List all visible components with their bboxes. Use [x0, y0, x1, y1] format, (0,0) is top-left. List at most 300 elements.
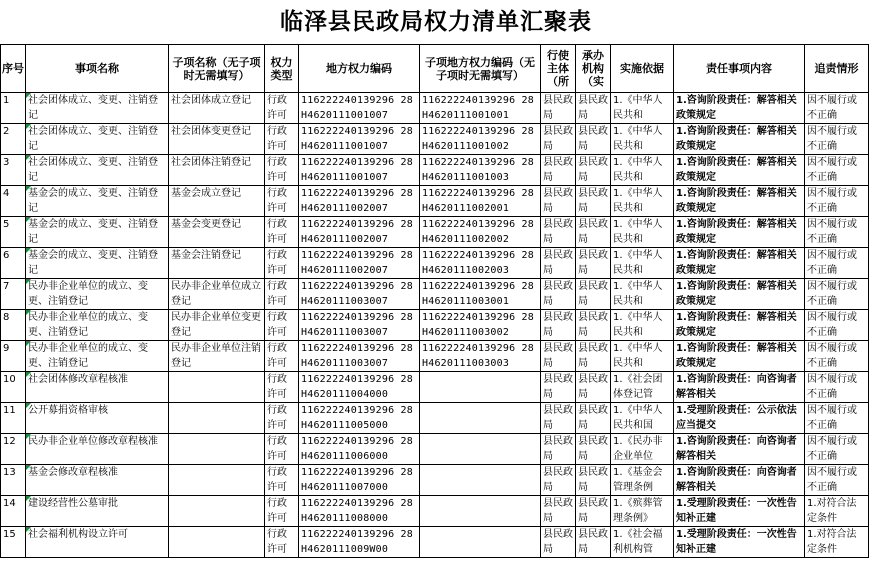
item-name-cell-text: 民办非企业单位的成立、变更、注销登记 — [28, 281, 148, 307]
duty-cell — [674, 527, 805, 558]
power-type-cell — [265, 310, 299, 341]
basis-cell — [611, 372, 674, 403]
power-code-cell-text: 116222240139296 28H4620111009W00 — [301, 529, 413, 555]
item-name-cell — [26, 341, 169, 372]
power-code-cell — [299, 434, 420, 465]
org-cell — [576, 279, 611, 310]
seq-cell-text: 2 — [3, 126, 10, 137]
duty-cell — [674, 465, 805, 496]
col-header-basis: 实施依据 — [611, 45, 674, 93]
power-type-cell — [265, 341, 299, 372]
basis-cell — [611, 341, 674, 372]
basis-cell — [611, 186, 674, 217]
power-type-cell-text: 行政许可 — [267, 343, 287, 369]
cell-comment-marker-icon — [26, 217, 31, 222]
power-type-cell-text: 行政许可 — [267, 250, 287, 276]
sub-power-code-cell — [420, 186, 541, 217]
duty-cell-text: 1.咨询阶段责任：解答相关政策规定 — [676, 126, 797, 152]
power-code-cell-text: 116222240139296 28H4620111007000 — [301, 467, 413, 493]
cell-comment-marker-icon — [26, 186, 31, 191]
table-row — [1, 372, 869, 403]
blame-cell — [805, 372, 869, 403]
duty-cell — [674, 155, 805, 186]
sub-power-code-cell-text: 116222240139296 28H4620111001003 — [422, 157, 534, 183]
subject-cell-text: 县民政局 — [543, 529, 573, 555]
duty-cell — [674, 403, 805, 434]
duty-cell-text: 1.咨询阶段责任：解答相关政策规定 — [676, 188, 797, 214]
duty-cell-text: 1.咨询阶段责任：解答相关政策规定 — [676, 250, 797, 276]
sub-power-code-cell — [420, 341, 541, 372]
item-name-cell — [26, 372, 169, 403]
basis-cell — [611, 465, 674, 496]
subject-cell — [541, 217, 576, 248]
item-name-cell — [26, 496, 169, 527]
power-code-cell-text: 116222240139296 28H4620111002007 — [301, 188, 413, 214]
power-code-cell-text: 116222240139296 28H4620111005000 — [301, 405, 413, 431]
item-name-cell-text: 公开募捐资格审核 — [28, 405, 108, 416]
power-code-cell — [299, 124, 420, 155]
power-type-cell-text: 行政许可 — [267, 157, 287, 183]
sub-item-cell — [169, 186, 265, 217]
item-name-cell-text: 民办非企业单位的成立、变更、注销登记 — [28, 312, 148, 338]
sub-item-cell — [169, 403, 265, 434]
seq-cell-text: 3 — [3, 157, 10, 168]
power-list-table — [0, 44, 869, 558]
item-name-cell — [26, 403, 169, 434]
org-cell-text: 县民政局 — [578, 250, 608, 276]
blame-cell — [805, 248, 869, 279]
cell-comment-marker-icon — [26, 372, 31, 377]
sub-power-code-cell — [420, 527, 541, 558]
table-row — [1, 465, 869, 496]
item-name-cell-text: 社会团体成立、变更、注销登记 — [28, 157, 158, 183]
seq-cell-text: 8 — [3, 312, 10, 323]
blame-cell-text: 因不履行或不正确 — [807, 250, 857, 276]
sub-power-code-cell-text: 116222240139296 28H4620111002002 — [422, 219, 534, 245]
sub-power-code-cell — [420, 372, 541, 403]
org-cell — [576, 186, 611, 217]
col-header-subject: 行使主体（所 — [541, 45, 576, 93]
col-header-sub: 子项名称（无子项时无需填写） — [169, 45, 265, 93]
cell-comment-marker-icon — [26, 341, 31, 346]
header-row — [1, 45, 869, 93]
seq-cell-text: 12 — [3, 436, 16, 447]
seq-cell — [1, 186, 26, 217]
sub-item-cell — [169, 310, 265, 341]
org-cell — [576, 341, 611, 372]
power-code-cell — [299, 372, 420, 403]
power-code-cell — [299, 186, 420, 217]
org-cell — [576, 310, 611, 341]
basis-cell-text: 1.《中华人民共和 — [613, 157, 663, 183]
sub-power-code-cell-text: 116222240139296 28H4620111003001 — [422, 281, 534, 307]
subject-cell-text: 县民政局 — [543, 343, 573, 369]
basis-cell — [611, 124, 674, 155]
seq-cell-text: 14 — [3, 498, 16, 509]
blame-cell-text: 因不履行或不正确 — [807, 374, 857, 400]
org-cell — [576, 248, 611, 279]
sub-power-code-cell — [420, 403, 541, 434]
subject-cell-text: 县民政局 — [543, 126, 573, 152]
item-name-cell — [26, 248, 169, 279]
seq-cell-text: 9 — [3, 343, 10, 354]
blame-cell — [805, 310, 869, 341]
org-cell — [576, 527, 611, 558]
subject-cell-text: 县民政局 — [543, 219, 573, 245]
sub-item-cell — [169, 434, 265, 465]
basis-cell-text: 1.《中华人民共和 — [613, 95, 663, 121]
duty-cell-text: 1.受理阶段责任：一次性告知补正建 — [676, 498, 797, 524]
col-header-code: 地方权力编码 — [299, 45, 420, 93]
power-type-cell — [265, 217, 299, 248]
power-code-cell — [299, 465, 420, 496]
org-cell-text: 县民政局 — [578, 281, 608, 307]
table-row — [1, 310, 869, 341]
page-title: 临泽县民政局权力清单汇聚表 — [280, 9, 592, 35]
duty-cell-text: 1.咨询阶段责任：解答相关政策规定 — [676, 219, 797, 245]
org-cell — [576, 434, 611, 465]
seq-cell — [1, 248, 26, 279]
cell-comment-marker-icon — [26, 496, 31, 501]
power-type-cell-text: 行政许可 — [267, 126, 287, 152]
subject-cell — [541, 372, 576, 403]
table-row — [1, 217, 869, 248]
seq-cell-text: 6 — [3, 250, 10, 261]
subject-cell-text: 县民政局 — [543, 250, 573, 276]
blame-cell-text: 因不履行或不正确 — [807, 126, 857, 152]
power-code-cell — [299, 217, 420, 248]
power-type-cell — [265, 93, 299, 124]
item-name-cell — [26, 186, 169, 217]
subject-cell — [541, 434, 576, 465]
basis-cell-text: 1.《中华人民共和 — [613, 250, 663, 276]
item-name-cell — [26, 124, 169, 155]
seq-cell — [1, 465, 26, 496]
sub-item-cell-text: 民办非企业单位成立登记 — [171, 281, 261, 307]
subject-cell-text: 县民政局 — [543, 374, 573, 400]
cell-comment-marker-icon — [26, 124, 31, 129]
subject-cell-text: 县民政局 — [543, 95, 573, 121]
sub-power-code-cell — [420, 124, 541, 155]
col-header-name: 事项名称 — [26, 45, 169, 93]
item-name-cell-text: 基金会的成立、变更、注销登记 — [28, 219, 158, 245]
item-name-cell — [26, 310, 169, 341]
seq-cell — [1, 403, 26, 434]
blame-cell-text: 因不履行或不正确 — [807, 467, 857, 493]
seq-cell-text: 11 — [3, 405, 16, 416]
power-type-cell — [265, 527, 299, 558]
org-cell — [576, 217, 611, 248]
blame-cell-text: 1.对符合法定条件 — [807, 498, 857, 524]
sub-power-code-cell — [420, 310, 541, 341]
seq-cell — [1, 496, 26, 527]
duty-cell — [674, 496, 805, 527]
duty-cell — [674, 217, 805, 248]
cell-comment-marker-icon — [26, 527, 31, 532]
duty-cell-text: 1.咨询阶段责任：解答相关政策规定 — [676, 95, 797, 121]
subject-cell — [541, 248, 576, 279]
org-cell-text: 县民政局 — [578, 405, 608, 431]
col-header-duty: 责任事项内容 — [674, 45, 805, 93]
item-name-cell-text: 民办非企业单位的成立、变更、注销登记 — [28, 343, 148, 369]
sub-power-code-cell — [420, 434, 541, 465]
col-header-org: 承办机构（实 — [576, 45, 611, 93]
duty-cell-text: 1.咨询阶段责任：解答相关政策规定 — [676, 343, 797, 369]
blame-cell-text: 因不履行或不正确 — [807, 95, 857, 121]
seq-cell — [1, 217, 26, 248]
basis-cell-text: 1.《民办非企业单位 — [613, 436, 663, 462]
sub-item-cell — [169, 248, 265, 279]
item-name-cell-text: 社会团体成立、变更、注销登记 — [28, 126, 158, 152]
seq-cell — [1, 434, 26, 465]
sub-item-cell — [169, 124, 265, 155]
sub-item-cell — [169, 341, 265, 372]
subject-cell-text: 县民政局 — [543, 498, 573, 524]
org-cell-text: 县民政局 — [578, 219, 608, 245]
sub-power-code-cell — [420, 155, 541, 186]
power-code-cell-text: 116222240139296 28H4620111002007 — [301, 219, 413, 245]
subject-cell — [541, 341, 576, 372]
subject-cell-text: 县民政局 — [543, 188, 573, 214]
col-header-type: 权力类型 — [265, 45, 299, 93]
basis-cell — [611, 279, 674, 310]
sub-power-code-cell — [420, 217, 541, 248]
duty-cell-text: 1.受理阶段责任：一次性告知补正建 — [676, 529, 797, 555]
table-body — [1, 93, 869, 558]
item-name-cell — [26, 217, 169, 248]
power-code-cell — [299, 279, 420, 310]
subject-cell — [541, 465, 576, 496]
item-name-cell-text: 建设经营性公墓审批 — [28, 498, 118, 509]
subject-cell — [541, 279, 576, 310]
power-type-cell — [265, 248, 299, 279]
power-code-cell-text: 116222240139296 28H4620111001007 — [301, 157, 413, 183]
power-code-cell — [299, 155, 420, 186]
subject-cell-text: 县民政局 — [543, 436, 573, 462]
sub-item-cell-text: 民办非企业单位变更登记 — [171, 312, 261, 338]
blame-cell — [805, 434, 869, 465]
sub-item-cell — [169, 279, 265, 310]
basis-cell-text: 1.《中华人民共和 — [613, 312, 663, 338]
table-row — [1, 527, 869, 558]
org-cell — [576, 372, 611, 403]
sub-item-cell — [169, 217, 265, 248]
power-code-cell-text: 116222240139296 28H4620111008000 — [301, 498, 413, 524]
sub-power-code-cell — [420, 279, 541, 310]
duty-cell-text: 1.咨询阶段责任：向咨询者解答相关 — [676, 467, 797, 493]
duty-cell-text: 1.咨询阶段责任：解答相关政策规定 — [676, 157, 797, 183]
duty-cell — [674, 310, 805, 341]
item-name-cell — [26, 279, 169, 310]
subject-cell — [541, 124, 576, 155]
basis-cell-text: 1.《社会团体登记管 — [613, 374, 663, 400]
blame-cell-text: 因不履行或不正确 — [807, 405, 857, 431]
blame-cell-text: 因不履行或不正确 — [807, 188, 857, 214]
blame-cell — [805, 155, 869, 186]
org-cell-text: 县民政局 — [578, 312, 608, 338]
duty-cell — [674, 124, 805, 155]
sub-power-code-cell — [420, 248, 541, 279]
item-name-cell — [26, 434, 169, 465]
blame-cell — [805, 465, 869, 496]
power-type-cell-text: 行政许可 — [267, 405, 287, 431]
org-cell-text: 县民政局 — [578, 436, 608, 462]
subject-cell-text: 县民政局 — [543, 157, 573, 183]
seq-cell — [1, 155, 26, 186]
basis-cell — [611, 527, 674, 558]
item-name-cell-text: 社会福利机构设立许可 — [28, 529, 128, 540]
sub-item-cell — [169, 465, 265, 496]
subject-cell — [541, 310, 576, 341]
item-name-cell — [26, 93, 169, 124]
org-cell-text: 县民政局 — [578, 95, 608, 121]
item-name-cell-text: 社会团体修改章程核准 — [28, 374, 128, 385]
blame-cell — [805, 403, 869, 434]
subject-cell — [541, 186, 576, 217]
blame-cell-text: 因不履行或不正确 — [807, 312, 857, 338]
basis-cell — [611, 155, 674, 186]
basis-cell — [611, 217, 674, 248]
basis-cell — [611, 248, 674, 279]
basis-cell — [611, 434, 674, 465]
power-type-cell — [265, 372, 299, 403]
table-row — [1, 496, 869, 527]
table-row — [1, 124, 869, 155]
item-name-cell — [26, 465, 169, 496]
power-code-cell — [299, 310, 420, 341]
sub-power-code-cell-text: 116222240139296 28H4620111003002 — [422, 312, 534, 338]
duty-cell-text: 1.咨询阶段责任：向咨询者解答相关 — [676, 436, 797, 462]
cell-comment-marker-icon — [26, 465, 31, 470]
blame-cell-text: 1.对符合法定条件 — [807, 529, 857, 555]
org-cell — [576, 496, 611, 527]
seq-cell-text: 10 — [3, 374, 16, 385]
sub-item-cell-text: 社会团体注销登记 — [171, 157, 251, 168]
org-cell-text: 县民政局 — [578, 343, 608, 369]
org-cell-text: 县民政局 — [578, 126, 608, 152]
blame-cell — [805, 217, 869, 248]
sub-power-code-cell — [420, 93, 541, 124]
seq-cell-text: 5 — [3, 219, 10, 230]
power-code-cell-text: 116222240139296 28H4620111004000 — [301, 374, 413, 400]
seq-cell — [1, 310, 26, 341]
duty-cell — [674, 279, 805, 310]
blame-cell — [805, 93, 869, 124]
sub-item-cell — [169, 93, 265, 124]
org-cell-text: 县民政局 — [578, 498, 608, 524]
power-code-cell — [299, 248, 420, 279]
power-code-cell — [299, 341, 420, 372]
subject-cell — [541, 527, 576, 558]
duty-cell — [674, 341, 805, 372]
basis-cell-text: 1.《基金会管理条例 — [613, 467, 663, 493]
power-code-cell-text: 116222240139296 28H4620111006000 — [301, 436, 413, 462]
duty-cell-text: 1.受理阶段责任：公示依法应当提交 — [676, 405, 797, 431]
basis-cell-text: 1.《社会福利机构管 — [613, 529, 663, 555]
sub-item-cell — [169, 155, 265, 186]
subject-cell-text: 县民政局 — [543, 281, 573, 307]
blame-cell — [805, 341, 869, 372]
basis-cell-text: 1.《中华人民共和 — [613, 188, 663, 214]
duty-cell — [674, 93, 805, 124]
duty-cell-text: 1.咨询阶段责任：解答相关政策规定 — [676, 312, 797, 338]
power-type-cell-text: 行政许可 — [267, 498, 287, 524]
cell-comment-marker-icon — [26, 310, 31, 315]
org-cell-text: 县民政局 — [578, 374, 608, 400]
sub-item-cell-text: 社会团体成立登记 — [171, 95, 251, 106]
duty-cell — [674, 434, 805, 465]
cell-comment-marker-icon — [26, 248, 31, 253]
seq-cell-text: 15 — [3, 529, 16, 540]
sub-power-code-cell-text: 116222240139296 28H4620111002003 — [422, 250, 534, 276]
power-type-cell-text: 行政许可 — [267, 467, 287, 493]
power-type-cell-text: 行政许可 — [267, 436, 287, 462]
cell-comment-marker-icon — [26, 155, 31, 160]
org-cell-text: 县民政局 — [578, 529, 608, 555]
table-row — [1, 93, 869, 124]
table-row — [1, 155, 869, 186]
power-type-cell — [265, 279, 299, 310]
power-type-cell-text: 行政许可 — [267, 374, 287, 400]
org-cell — [576, 403, 611, 434]
power-code-cell — [299, 527, 420, 558]
blame-cell — [805, 124, 869, 155]
org-cell — [576, 465, 611, 496]
table-row — [1, 279, 869, 310]
sub-power-code-cell-text: 116222240139296 28H4620111002001 — [422, 188, 534, 214]
seq-cell-text: 13 — [3, 467, 16, 478]
power-code-cell-text: 116222240139296 28H4620111003007 — [301, 281, 413, 307]
table-row — [1, 186, 869, 217]
item-name-cell-text: 基金会的成立、变更、注销登记 — [28, 188, 158, 214]
power-type-cell — [265, 434, 299, 465]
blame-cell-text: 因不履行或不正确 — [807, 219, 857, 245]
power-code-cell-text: 116222240139296 28H4620111001007 — [301, 95, 413, 121]
power-type-cell-text: 行政许可 — [267, 312, 287, 338]
item-name-cell — [26, 155, 169, 186]
col-header-seq: 序号 — [1, 45, 26, 93]
blame-cell-text: 因不履行或不正确 — [807, 157, 857, 183]
item-name-cell-text: 民办非企业单位修改章程核准 — [28, 436, 158, 447]
cell-comment-marker-icon — [26, 434, 31, 439]
item-name-cell-text: 基金会修改章程核准 — [28, 467, 118, 478]
subject-cell-text: 县民政局 — [543, 405, 573, 431]
blame-cell-text: 因不履行或不正确 — [807, 343, 857, 369]
seq-cell — [1, 341, 26, 372]
subject-cell — [541, 155, 576, 186]
power-type-cell-text: 行政许可 — [267, 95, 287, 121]
sub-item-cell-text: 民办非企业单位注销登记 — [171, 343, 261, 369]
table-row — [1, 403, 869, 434]
blame-cell — [805, 496, 869, 527]
sub-power-code-cell-text: 116222240139296 28H4620111001002 — [422, 126, 534, 152]
power-type-cell-text: 行政许可 — [267, 281, 287, 307]
subject-cell-text: 县民政局 — [543, 312, 573, 338]
col-header-blame: 追责情形 — [805, 45, 869, 93]
basis-cell-text: 1.《殡葬管理条例》 — [613, 498, 663, 524]
cell-comment-marker-icon — [26, 403, 31, 408]
cell-comment-marker-icon — [26, 93, 31, 98]
basis-cell-text: 1.《中华人民共和 — [613, 343, 663, 369]
power-type-cell-text: 行政许可 — [267, 219, 287, 245]
sub-item-cell-text: 基金会变更登记 — [171, 219, 241, 230]
org-cell — [576, 155, 611, 186]
sub-power-code-cell — [420, 465, 541, 496]
blame-cell — [805, 186, 869, 217]
col-header-subcode: 子项地方权力编码（无子项时无需填写） — [420, 45, 541, 93]
power-code-cell — [299, 496, 420, 527]
seq-cell-text: 4 — [3, 188, 10, 199]
